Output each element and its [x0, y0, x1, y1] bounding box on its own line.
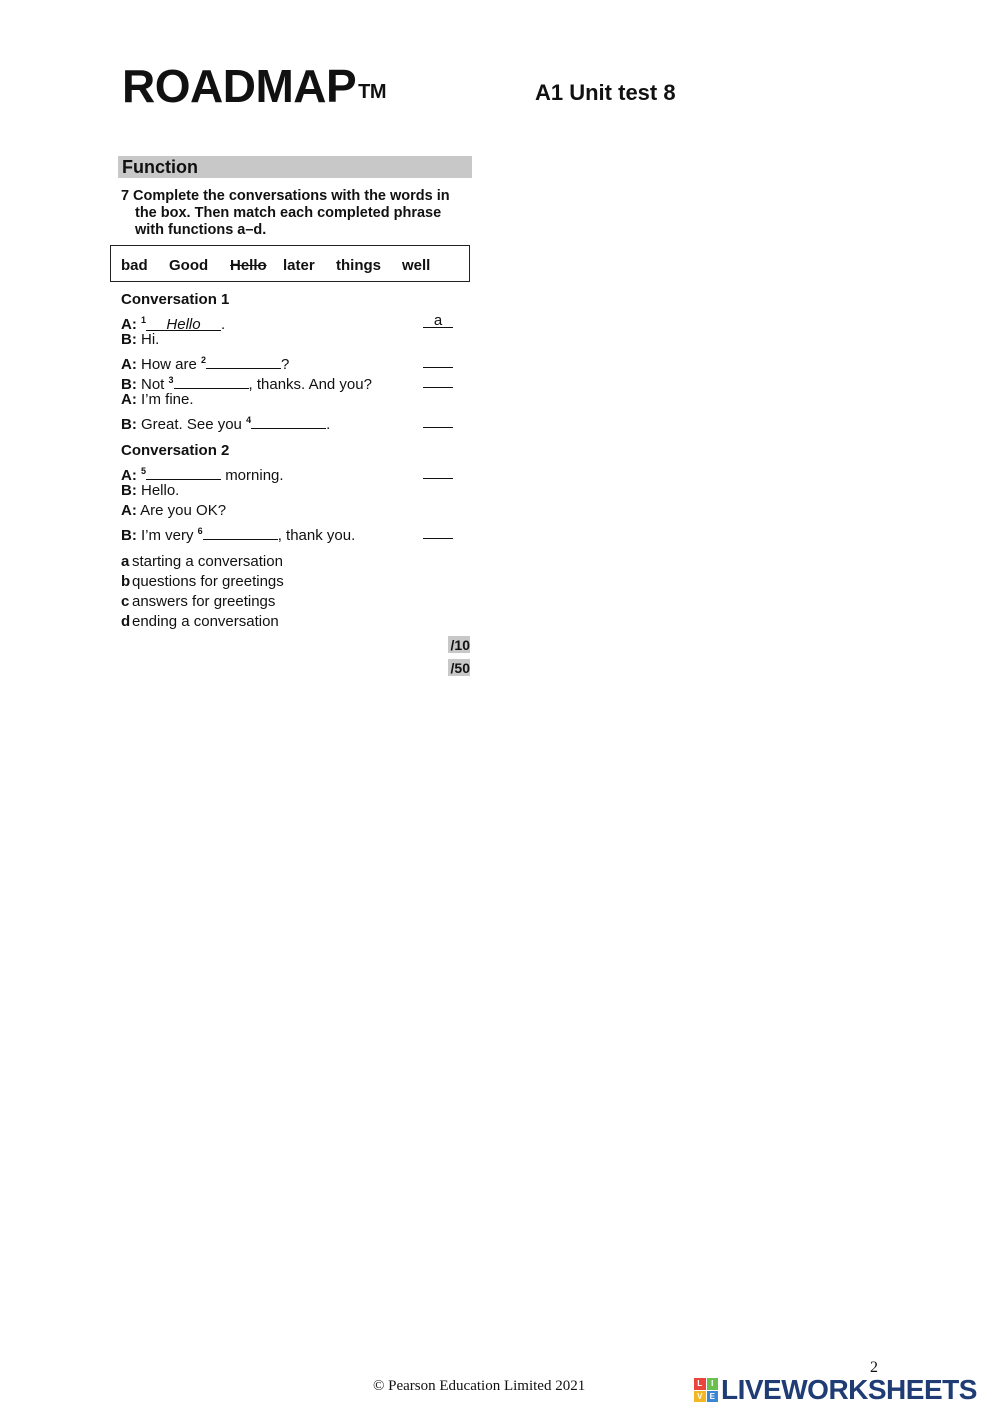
word-later: later — [283, 257, 315, 274]
conv1-line5: A: I’m fine. — [121, 391, 194, 408]
word-good: Good — [169, 257, 209, 274]
conv2-line2: B: Hello. — [121, 482, 180, 499]
conv1-line2: B: Hi. — [121, 331, 160, 348]
blank-4[interactable] — [251, 414, 326, 429]
conv1-line1: A: $^1$ Hello . — [121, 315, 226, 333]
blank-6[interactable] — [203, 525, 278, 540]
function-d: d ending a conversation — [121, 613, 279, 630]
answer-6[interactable] — [423, 524, 453, 539]
answer-3[interactable] — [423, 373, 453, 388]
word-bad: bad — [121, 257, 148, 274]
conv1-line3: A: How are $^2$ ? — [121, 355, 290, 373]
conv2-line3: A: Are you OK? — [121, 502, 227, 519]
answer-1[interactable]: a — [423, 313, 453, 328]
function-b: b questions for greetings — [121, 573, 284, 590]
word-things: things — [336, 257, 381, 274]
liveworksheets-logo — [694, 1376, 977, 1404]
page-number: 2 — [870, 1359, 878, 1376]
conv1-line4: B: Not $^3$ , thanks. And you? — [121, 375, 372, 393]
word-hello-used: Hello — [230, 257, 267, 274]
conv1-line6: B: Great. See you $^4$ . — [121, 415, 331, 433]
answer-4[interactable] — [423, 413, 453, 428]
answer-2[interactable] — [423, 353, 453, 368]
trademark: TM — [358, 81, 387, 103]
blank-5[interactable] — [146, 465, 221, 480]
word-well: well — [402, 257, 431, 274]
instructions: 7 Complete the conversations with the words in the box. Then match each completed phrase with functions a–d. — [121, 188, 450, 238]
section-header: Function — [118, 156, 472, 178]
section-score: /10 — [448, 636, 470, 653]
conversation1-heading: Conversation 1 — [121, 291, 230, 308]
word-box — [110, 245, 470, 282]
conv2-line4: B: I’m very $^6$ , thank you. — [121, 526, 356, 544]
blank-1[interactable]: Hello — [146, 316, 221, 331]
copyright: © Pearson Education Limited 2021 — [373, 1378, 586, 1394]
function-c: c answers for greetings — [121, 593, 276, 610]
blank-2[interactable] — [206, 354, 281, 369]
liveworksheets-icon: L I V E — [694, 1378, 718, 1402]
function-a: a starting a conversation — [121, 553, 283, 570]
liveworksheets-wordmark: LIVEWORKSHEETS — [721, 1374, 977, 1405]
conversation2-heading: Conversation 2 — [121, 442, 230, 459]
unit-title: A1 Unit test 8 — [535, 80, 676, 105]
conv2-line1: A: $^5$ morning. — [121, 466, 284, 484]
roadmap-logo: ROADMAP ™ — [122, 60, 387, 112]
total-score: /50 — [448, 659, 470, 676]
answer-5[interactable] — [423, 464, 453, 479]
blank-3[interactable] — [174, 374, 249, 389]
